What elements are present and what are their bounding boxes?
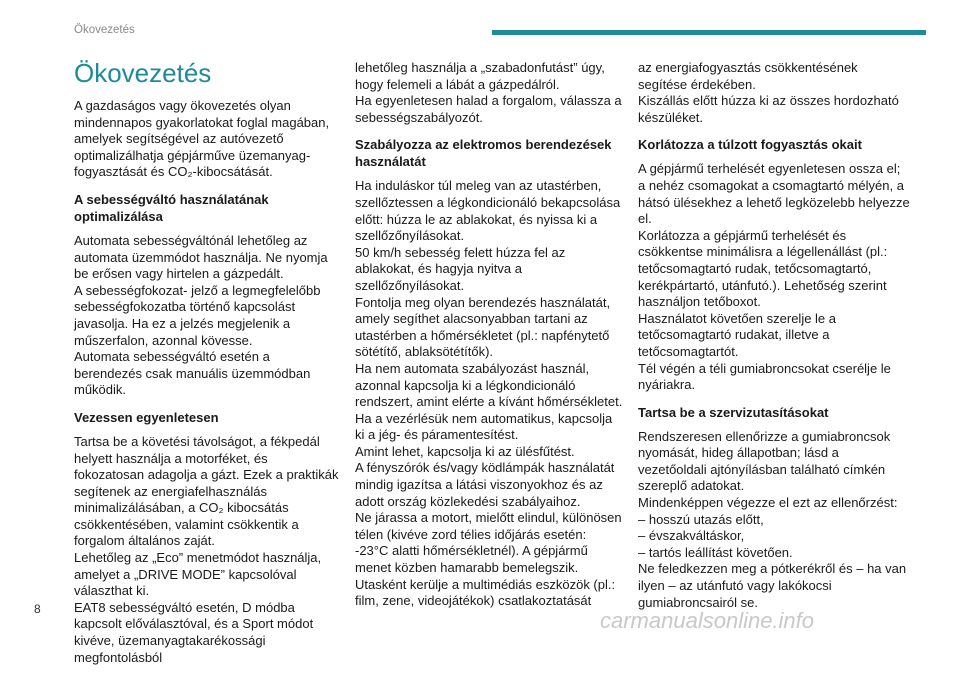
paragraph-consumption: A gépjármű terhelését egyenletesen ossza el; a nehéz csomagokat a csomagtartó mélyén, a hátsó ülésekhez a lehető legközelebb helyezze el. Korlátozza a gépjármű terhelését és csökkentse minimálisra a légellenállást (pl.: tetőcsomagtartó rudak, tetőcsomagtartó, kerékpártartó, utánfutó.). Lehetőség szerint használjon tetőboxot. Használatot követően szerelje le a tetőcsomagtartó rudakat, illetve a tetőcsomagtartót. Tél végén a téli gumiabroncsokat cserélje le nyáriakra.	[638, 161, 910, 393]
section-heading-consumption: Korlátozza a túlzott fogyasztás okait	[638, 137, 862, 153]
watermark: carmanualsonline.info	[600, 608, 815, 633]
running-head-title: Ökovezetés	[74, 24, 135, 36]
column-3	[638, 60, 910, 619]
page-number: 8	[34, 602, 41, 616]
column-2	[355, 60, 623, 618]
column-1	[74, 52, 339, 674]
paragraph-electrical: Ha induláskor túl meleg van az utastérben, szellőztessen a légkondicionáló bekapcsolása előtt: húzza le az ablakokat, és nyissa ki a szellőzőnyílásokat. 50 km/h sebesség felett húzza fel az ablakokat, és hagyja nyitva a szellőzőnyílásokat. Fontolja meg olyan berendezés használatát, amely segíthet alacsonyabban tartani az utastérben a hőmérsékletet (pl.: napfénytető sötétítő, ablaksötétítők). Ha nem automata szabályozást használ, azonnal kapcsolja ki a légkondicionáló rendszert, amint elérte a kívánt hőmérsékletet. Ha a vezérlésük nem automatikus, kapcsolja ki a jég- és páramentesítést. Amint lehet, kapcsolja ki az ülésfűtést. A fényszórók és/vagy ködlámpák használatát mindig igazítsa a látási viszonyokhoz és az adott ország közlekedési szabályaihoz. Ne járassa a motort, mielőtt elindul, különösen télen (kivéve zord télies időjárás esetén: -23°C alatti hőmérsékletnél). A gépjármű menet közben hamarabb bemelegszik. Utasként kerülje a multimédiás eszközök (pl.: film, zene, videojátékok) csatlakoztatását	[355, 178, 623, 609]
paragraph-drive-smoothly: Tartsa be a követési távolságot, a fékpedál helyett használja a motorféket, és fokozatosan adagolja a gázt. Ezek a praktikák segítenek az energiafelhasználás minimalizálásában, a CO₂ kibocsátás csökkentésében, valamint csökkentik a forgalom általános zaját. Lehetőleg az „Eco” menetmódot használja, amelyet a „DRIVE MODE” kapcsolóval választhat ki. EAT8 sebességváltó esetén, D módba kapcsolt előválasztóval, és a Sport módot kivéve, üzemanyagtakarékossági megfontolásból	[74, 433, 339, 665]
page-title: Ökovezetés	[74, 58, 212, 88]
section-heading-electrical: Szabályozza az elektromos berendezések használatát	[355, 137, 612, 170]
paragraph-continued-2: az energiafogyasztás csökkentésének segítése érdekében. Kiszállás előtt húzza ki az összes hordozható készüléket.	[638, 60, 899, 125]
paragraph-continued: lehetőleg használja a „szabadonfutást” úgy, hogy felemeli a lábát a gázpedálról. Ha egyenletesen halad a forgalom, válassza a sebességszabályozót.	[355, 60, 622, 125]
intro-paragraph: A gazdaságos vagy ökovezetés olyan mindennapos gyakorlatokat foglal magában, amelyek segítségével az autóvezető optimalizálhatja gépjárműve üzemanyag-fogyasztását és CO₂-kibocsátását.	[74, 98, 330, 180]
paragraph-gearbox: Automata sebességváltónál lehetőleg az automata üzemmódot használja. Ne nyomja be erősen vagy hirtelen a gázpedált. A sebességfokozat- jelző a legmegfelelőbb sebességfokozatba történő kapcsolást javasolja. Ha ez a jelzés megjelenik a műszerfalon, azonnal kövesse. Automata sebességváltó esetén a berendezés csak manuális üzemmódban működik.	[74, 232, 328, 398]
header-accent-bar	[492, 30, 926, 35]
paragraph-service: Rendszeresen ellenőrizze a gumiabroncsok nyomását, hideg állapotban; lásd a vezetőoldali ajtónyílásban található címkén szereplő adatokat. Mindenképpen végezze el ezt az ellenőrzést: – hosszú utazás előtt, – évszakváltáskor, – tartós leállítást követően. Ne feledkezzen meg a pótkerékről és – ha van ilyen – az utánfutó vagy lakókocsi gumiabroncsairól se.	[638, 428, 907, 610]
section-heading-drive-smoothly: Vezessen egyenletesen	[74, 409, 219, 425]
section-heading-gearbox: A sebességváltó használatának optimalizálása	[74, 191, 269, 224]
section-heading-service: Tartsa be a szervizutasításokat	[638, 404, 829, 420]
